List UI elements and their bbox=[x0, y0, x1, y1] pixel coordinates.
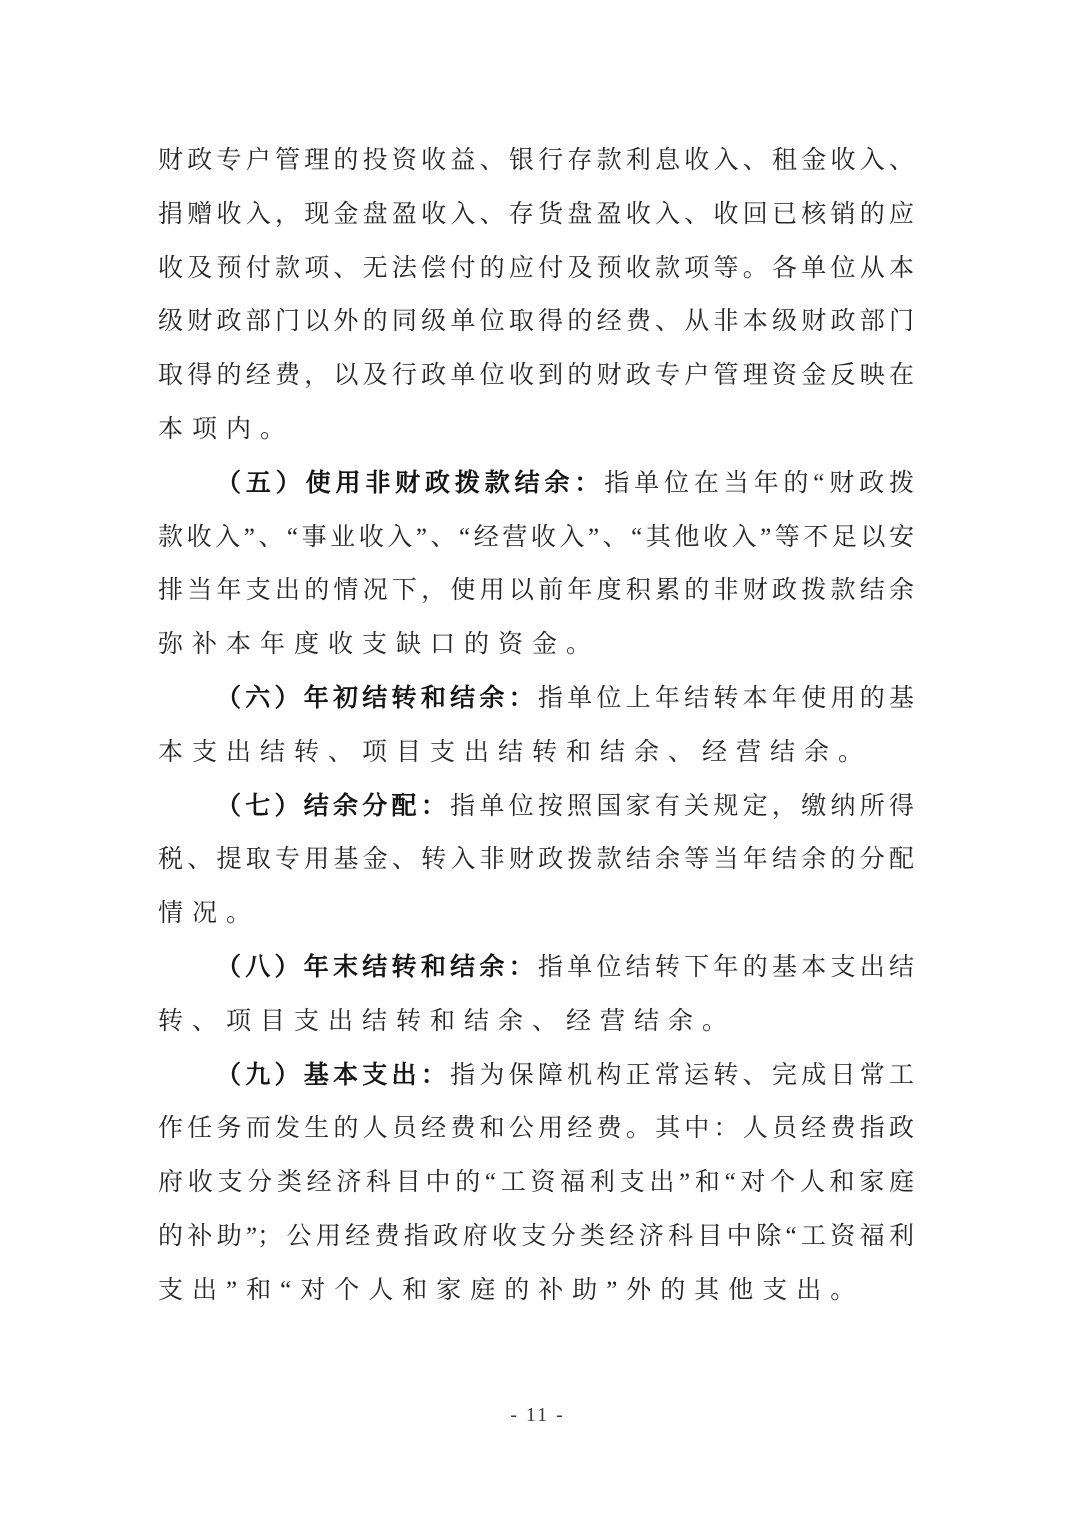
body-line bbox=[158, 995, 914, 1049]
body-line bbox=[158, 833, 914, 887]
document-body bbox=[158, 134, 914, 1318]
body-line bbox=[158, 618, 914, 672]
body-line bbox=[158, 349, 914, 403]
body-line-text: 指为保障机构正常运转、完成日常工 bbox=[450, 1061, 914, 1089]
paragraph-section-8 bbox=[158, 941, 914, 1049]
section-heading: （五）使用非财政拨款结余： bbox=[216, 469, 605, 497]
body-line bbox=[158, 242, 914, 296]
paragraph-section-6 bbox=[158, 672, 914, 780]
body-line-text: 转、项目支出结转和结余、经营结余。 bbox=[158, 1007, 737, 1035]
body-line-text: 收及预付款项、无法偿付的应付及预收款项等。各单位从本 bbox=[158, 254, 914, 282]
body-line bbox=[158, 188, 914, 242]
body-line-text: 财政专户管理的投资收益、银行存款利息收入、租金收入、 bbox=[158, 147, 914, 174]
paragraph-other-income-continued bbox=[158, 134, 914, 457]
body-line bbox=[158, 1102, 914, 1156]
section-heading: （八）年末结转和结余： bbox=[216, 953, 538, 981]
body-line-text: 取得的经费，以及行政单位收到的财政专户管理资金反映在 bbox=[158, 362, 914, 390]
body-line bbox=[158, 780, 914, 834]
body-line bbox=[158, 726, 914, 780]
page-number: - 11 - bbox=[510, 1404, 565, 1426]
body-line bbox=[158, 672, 914, 726]
body-line bbox=[158, 511, 914, 565]
body-line-text: 指单位上年结转本年使用的基 bbox=[537, 684, 914, 712]
body-line bbox=[158, 1264, 914, 1318]
body-line-text: 指单位按照国家有关规定，缴纳所得 bbox=[450, 792, 914, 820]
body-line-text: 本项内。 bbox=[158, 415, 295, 443]
body-line-text: 支出”和“对个人和家庭的补助”外的其他支出。 bbox=[158, 1276, 865, 1304]
body-line-text: 排当年支出的情况下，使用以前年度积累的非财政拨款结余 bbox=[158, 577, 914, 605]
paragraph-section-5 bbox=[158, 457, 914, 672]
body-line bbox=[158, 564, 914, 618]
body-line-text: 指单位结转下年的基本支出结 bbox=[537, 953, 914, 981]
body-line bbox=[158, 457, 914, 511]
paragraph-section-7 bbox=[158, 780, 914, 941]
body-line-text: 府收支分类经济科目中的“工资福利支出”和“对个人和家庭 bbox=[158, 1169, 914, 1197]
body-line bbox=[158, 295, 914, 349]
body-line-text: 本支出结转、项目支出结转和结余、经营结余。 bbox=[158, 738, 873, 766]
body-line bbox=[158, 403, 914, 457]
body-line bbox=[158, 887, 914, 941]
body-line-text: 级财政部门以外的同级单位取得的经费、从非本级财政部门 bbox=[158, 308, 914, 336]
paragraph-section-9 bbox=[158, 1049, 914, 1318]
body-line bbox=[158, 134, 914, 188]
body-line bbox=[158, 941, 914, 995]
body-line-text: 的补助”；公用经费指政府收支分类经济科目中除“工资福利 bbox=[158, 1222, 914, 1250]
body-line-text: 弥补本年度收支缺口的资金。 bbox=[158, 631, 601, 659]
body-line bbox=[158, 1210, 914, 1264]
body-line-text: 款收入”、“事业收入”、“经营收入”、“其他收入”等不足以安 bbox=[158, 523, 914, 551]
section-heading: （九）基本支出： bbox=[216, 1061, 451, 1089]
body-line-text: 作任务而发生的人员经费和公用经费。其中：人员经费指政 bbox=[158, 1115, 914, 1143]
body-line bbox=[158, 1049, 914, 1103]
body-line-text: 指单位在当年的“财政拨 bbox=[604, 469, 914, 497]
section-heading: （七）结余分配： bbox=[216, 792, 451, 820]
body-line-text: 捐赠收入，现金盘盈收入、存货盘盈收入、收回已核销的应 bbox=[158, 200, 914, 228]
section-heading: （六）年初结转和结余： bbox=[216, 684, 538, 712]
body-line bbox=[158, 1156, 914, 1210]
body-line-text: 税、提取专用基金、转入非财政拨款结余等当年结余的分配 bbox=[158, 846, 914, 874]
body-line-text: 情况。 bbox=[158, 900, 261, 928]
